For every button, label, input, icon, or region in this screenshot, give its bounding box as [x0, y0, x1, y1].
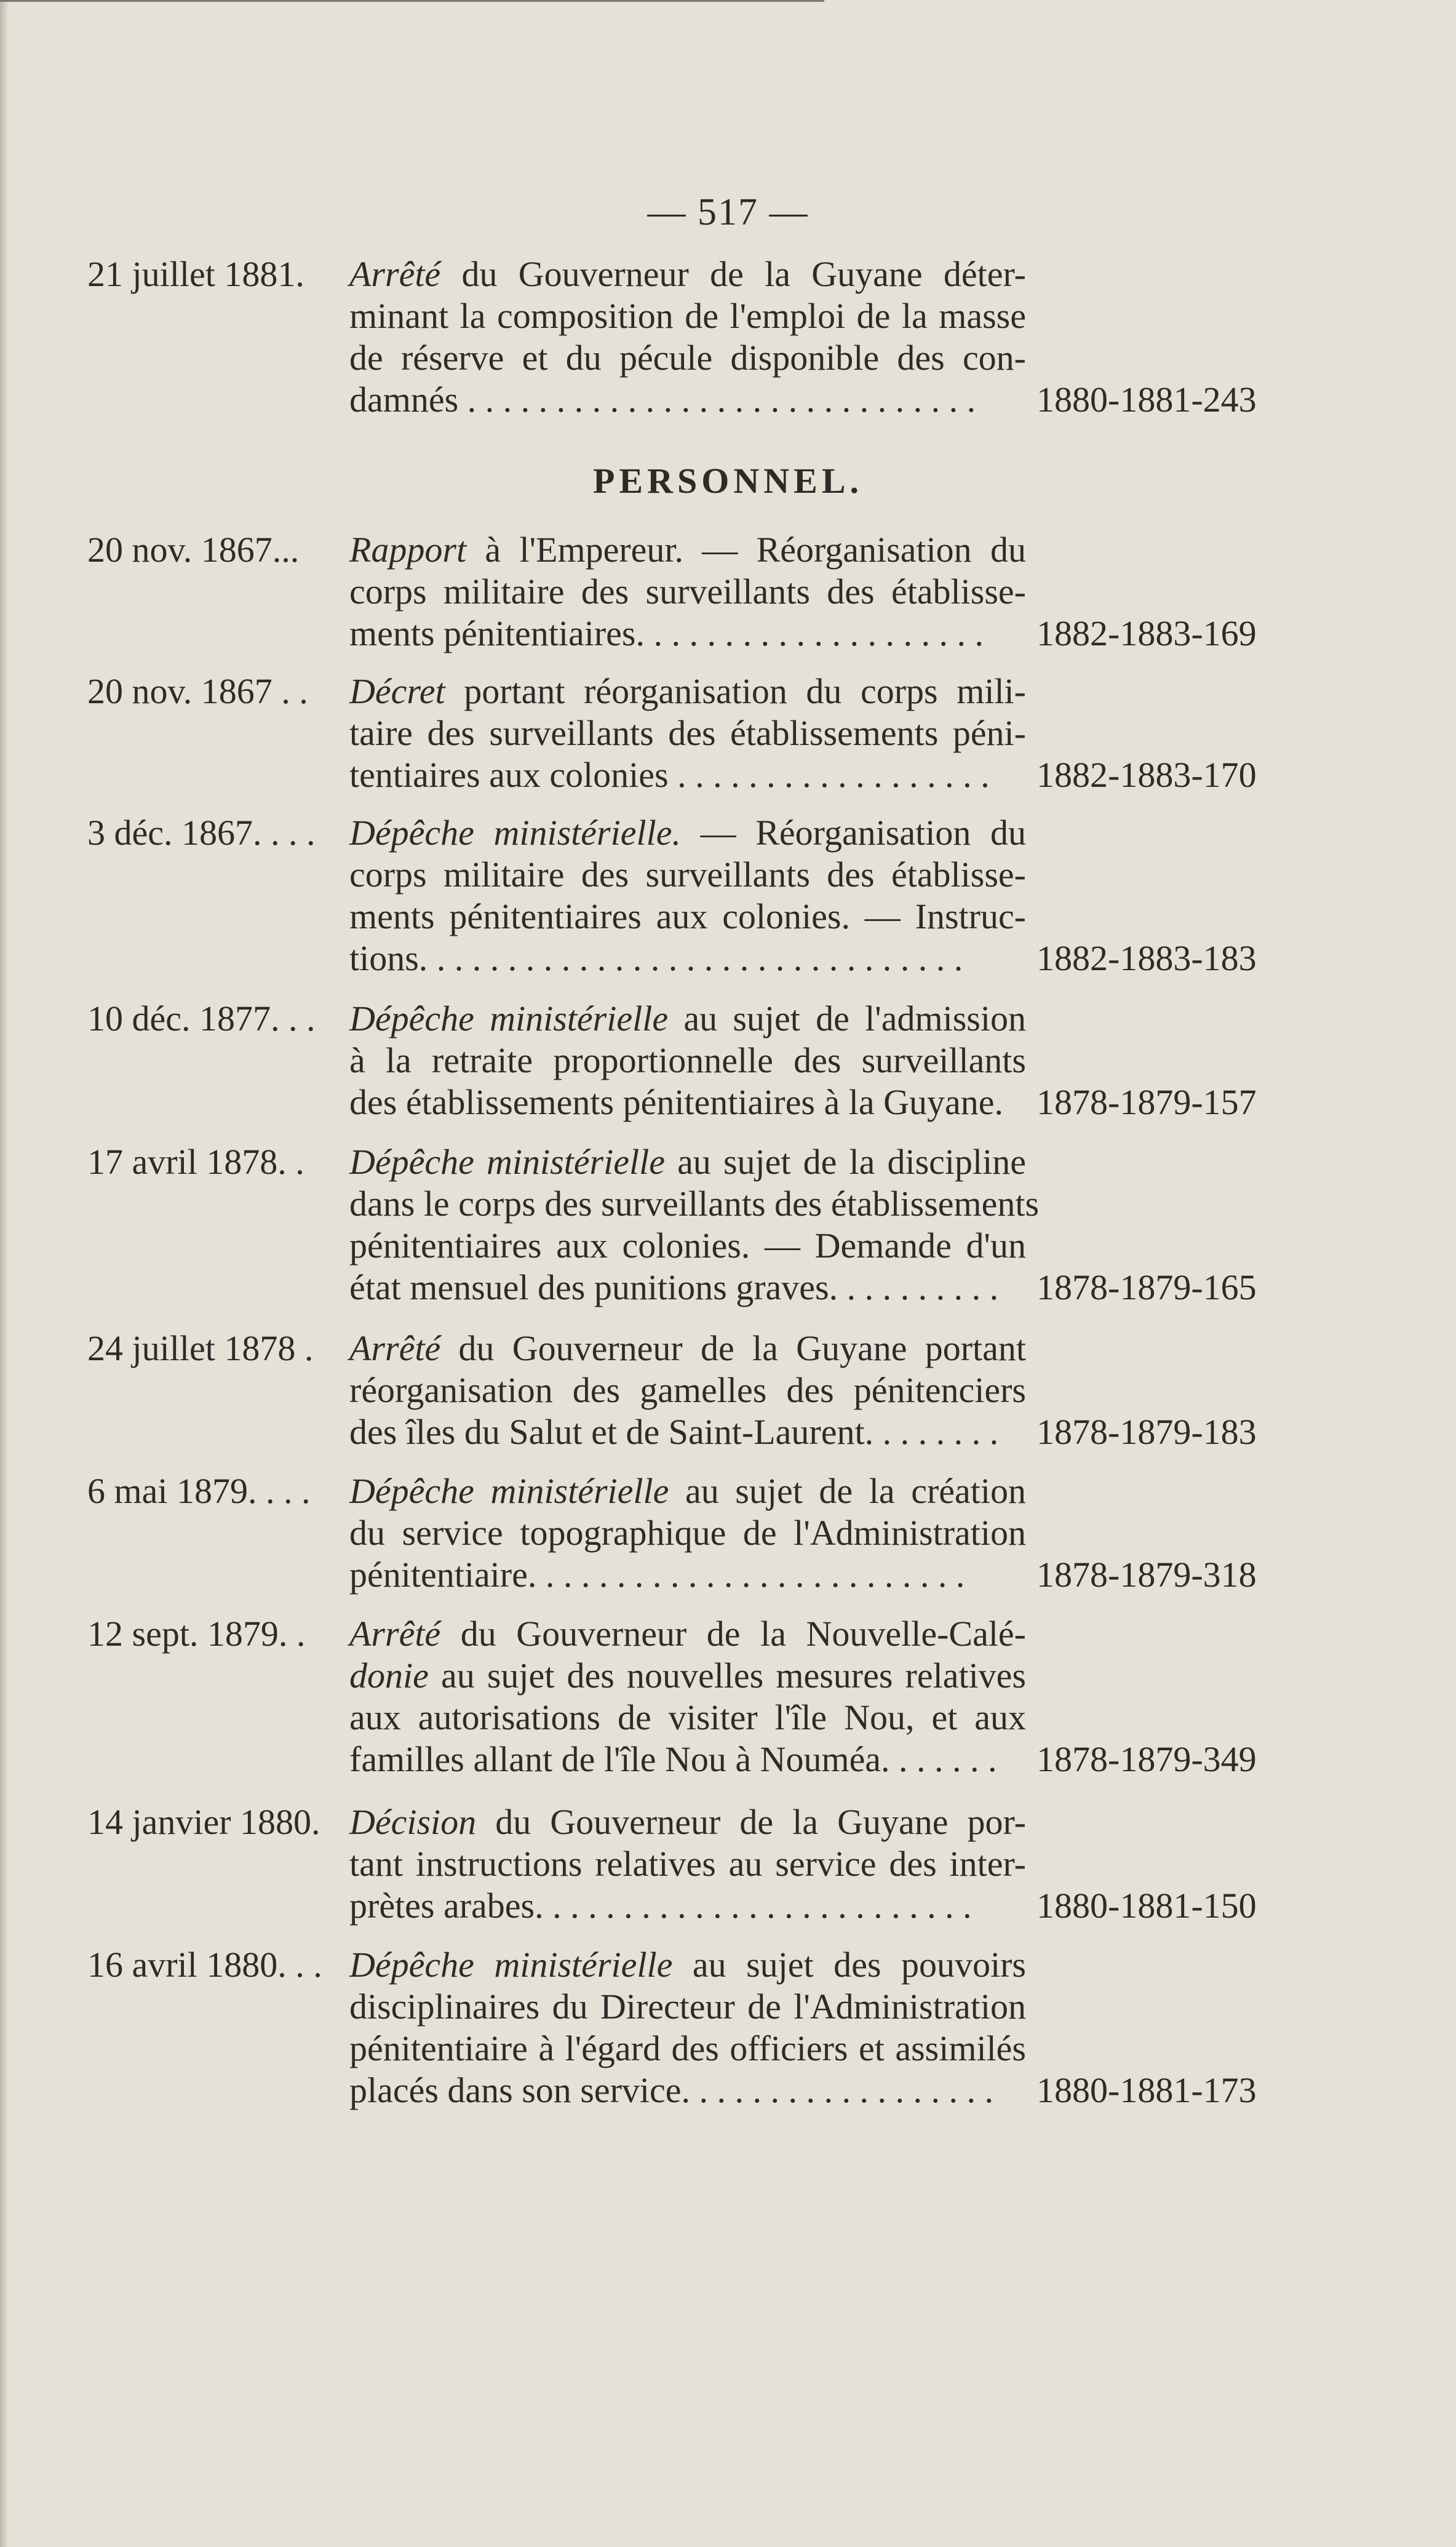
entry-line [349, 613, 1026, 655]
entry-line [349, 337, 1026, 379]
entry-line-text: minant la composition de l'emploi de la masse [349, 296, 1026, 336]
entry-line [349, 1512, 1026, 1554]
entry-line-text: du Gouverneur de la Guyane déter- [440, 254, 1026, 294]
entry-line-text: pénitentiaire. . . . . . . . . . . . . . . . . . . . . . . . . [349, 1555, 965, 1595]
entry-line [349, 1141, 1026, 1183]
entry-line [349, 812, 1026, 854]
entry-line-text: du Gouverneur de la Nouvelle-Calé- [440, 1614, 1026, 1654]
entry-reference: 1878-1879-183 [1036, 1412, 1257, 1452]
entry-lead: Dépêche ministérielle [349, 1142, 665, 1182]
entry-line [349, 529, 1026, 571]
page-number: — 517 — [647, 191, 809, 233]
entry-lead: Arrêté [349, 1614, 441, 1654]
entry-line [349, 379, 1026, 421]
entry-date: 14 janvier 1880. [87, 1802, 320, 1842]
entry-line-text: au sujet des pouvoirs [672, 1945, 1026, 1985]
entry-lead: Arrêté [349, 254, 441, 294]
entry-line [349, 2070, 1026, 2111]
entry-line-text: ments pénitentiaires. . . . . . . . . . . . . . . . . . . . [349, 613, 984, 653]
entry-line [349, 1986, 1026, 2028]
entry-date: 17 avril 1878. . [87, 1142, 304, 1182]
entry-line-text: dans le corps des surveillants des établissements [349, 1184, 1040, 1224]
entry-line-text: tions. . . . . . . . . . . . . . . . . . . . . . . . . . . . . . . [349, 938, 963, 978]
entry-text [349, 253, 1026, 421]
entry-lead: Dépêche ministérielle [349, 1945, 673, 1985]
entry-line [349, 712, 1026, 754]
entry-reference: 1878-1879-157 [1036, 1082, 1257, 1122]
entry-date: 6 mai 1879. . . . [87, 1471, 311, 1511]
entry-line-text: disciplinaires du Directeur de l'Administration [349, 1987, 1026, 2027]
entry-line [349, 1267, 1026, 1309]
entry-text [349, 529, 1026, 655]
entry-line [349, 754, 1026, 796]
top-edge-rule [0, 0, 824, 2]
entry-line [349, 2028, 1026, 2070]
entry-line [349, 1470, 1026, 1512]
entry-date: 24 juillet 1878 . [87, 1328, 314, 1368]
entry-line [349, 1944, 1026, 1986]
entry-text [349, 1944, 1026, 2111]
entry-date: 16 avril 1880. . . [87, 1945, 322, 1985]
entry-text [349, 812, 1026, 979]
entry-line-text: — Réorganisation du [680, 813, 1026, 853]
entry-date: 3 déc. 1867. . . . [87, 813, 316, 853]
entry-line [349, 998, 1026, 1040]
entry-line [349, 671, 1026, 712]
entry-line-text: des établissements pénitentiaires à la Guyane. [349, 1082, 1003, 1122]
entry-reference: 1878-1879-349 [1036, 1739, 1257, 1779]
entry-line-text: pénitentiaire à l'égard des officiers et assimilés [349, 2028, 1026, 2068]
entry-line-text: à la retraite proportionnelle des surveillants [349, 1040, 1026, 1080]
entry-line-text: corps militaire des surveillants des établisse- [349, 572, 1026, 612]
entry-line [349, 1655, 1026, 1697]
entry-line-text: taire des surveillants des établissements péni- [349, 713, 1026, 753]
entry-line-text: au sujet de la discipline [664, 1142, 1026, 1182]
entry-lead: Décret [349, 671, 445, 711]
entry-reference: 1880-1881-243 [1036, 380, 1257, 420]
entry-lead: Arrêté [349, 1328, 441, 1368]
entry-lead: donie [349, 1656, 429, 1696]
entry-line [349, 1885, 1026, 1927]
entry-line-text: damnés . . . . . . . . . . . . . . . . . . . . . . . . . . . . . [349, 380, 976, 420]
entry-line [349, 1183, 1040, 1225]
entry-line [349, 1613, 1026, 1655]
entry-reference: 1878-1879-318 [1036, 1555, 1257, 1595]
entry-line-text: du service topographique de l'Administration [349, 1513, 1026, 1553]
entry-line-text: réorganisation des gamelles des pénitenciers [349, 1370, 1026, 1410]
entry-lead: Dépêche ministérielle. [349, 813, 681, 853]
entry-reference: 1882-1883-170 [1036, 755, 1257, 795]
entry-line-text: corps militaire des surveillants des établisse- [349, 855, 1026, 895]
entry-line-text: état mensuel des punitions graves. . . . . . . . . . [349, 1267, 999, 1307]
entry-line [349, 1328, 1026, 1369]
entry-date: 20 nov. 1867 . . [87, 671, 308, 711]
entry-line-text: à l'Empereur. — Réorganisation du [466, 530, 1026, 570]
entry-line-text: pénitentiaires aux colonies. — Demande d'un [349, 1226, 1026, 1266]
entry-line [349, 854, 1026, 896]
entry-text [349, 671, 1026, 796]
entry-line [349, 1040, 1026, 1082]
entry-text [349, 1613, 1026, 1780]
section-heading: PERSONNEL. [592, 461, 863, 501]
entry-lead: Dépêche ministérielle [349, 1471, 669, 1511]
entry-date: 20 nov. 1867... [87, 530, 300, 570]
entry-text [349, 1470, 1026, 1596]
entry-line [349, 1082, 1026, 1123]
entry-line [349, 938, 1026, 979]
entry-date: 12 sept. 1879. . [87, 1614, 306, 1654]
entry-line-text: tentiaires aux colonies . . . . . . . . . . . . . . . . . . [349, 755, 990, 795]
entry-line-text: ments pénitentiaires aux colonies. — Instruc- [349, 896, 1026, 936]
entry-lead: Dépêche ministérielle [349, 998, 669, 1038]
entry-line-text: du Gouverneur de la Guyane portant [440, 1328, 1026, 1368]
entry-line [349, 1801, 1026, 1843]
entry-line-text: du Gouverneur de la Guyane por- [476, 1802, 1026, 1842]
entry-line [349, 1369, 1026, 1411]
entry-line-text: familles allant de l'île Nou à Nouméa. . . . . . . [349, 1739, 997, 1779]
entry-line-text: des îles du Salut et de Saint-Laurent. . . . . . . . [349, 1412, 999, 1452]
entry-line [349, 1411, 1026, 1453]
entry-line [349, 253, 1026, 295]
entry-reference: 1880-1881-173 [1036, 2070, 1257, 2110]
entry-lead: Décision [349, 1802, 477, 1842]
page-binding-shadow [0, 0, 9, 2547]
entry-line-text: tant instructions relatives au service des inter- [349, 1844, 1026, 1884]
entry-date: 10 déc. 1877. . . [87, 998, 316, 1038]
entry-reference: 1878-1879-165 [1036, 1267, 1257, 1307]
entry-line-text: au sujet des nouvelles mesures relatives [428, 1656, 1026, 1696]
entry-text [349, 998, 1026, 1123]
entry-line-text: au sujet de l'admission [668, 998, 1026, 1038]
entry-line-text: portant réorganisation du corps mili- [445, 671, 1026, 711]
entry-line [349, 1554, 1026, 1596]
entry-line-text: au sujet de la création [669, 1471, 1026, 1511]
entry-line [349, 571, 1026, 613]
entry-text [349, 1328, 1026, 1453]
entry-reference: 1880-1881-150 [1036, 1886, 1257, 1926]
entry-line [349, 295, 1026, 337]
entry-line-text: prètes arabes. . . . . . . . . . . . . . . . . . . . . . . . . [349, 1886, 972, 1926]
entry-line [349, 1843, 1026, 1885]
entry-line [349, 1739, 1026, 1780]
entry-reference: 1882-1883-169 [1036, 613, 1257, 653]
entry-line [349, 1225, 1026, 1267]
entry-reference: 1882-1883-183 [1036, 938, 1257, 978]
entry-text [349, 1141, 1040, 1309]
entry-line [349, 896, 1026, 938]
entry-line [349, 1697, 1026, 1739]
entry-date: 21 juillet 1881. [87, 254, 304, 294]
entry-line-text: de réserve et du pécule disponible des con- [349, 338, 1026, 378]
entry-line-text: placés dans son service. . . . . . . . . . . . . . . . . . [349, 2070, 994, 2110]
entry-line-text: aux autorisations de visiter l'île Nou, et aux [349, 1697, 1026, 1737]
entry-text [349, 1801, 1026, 1927]
entry-lead: Rapport [349, 530, 467, 570]
